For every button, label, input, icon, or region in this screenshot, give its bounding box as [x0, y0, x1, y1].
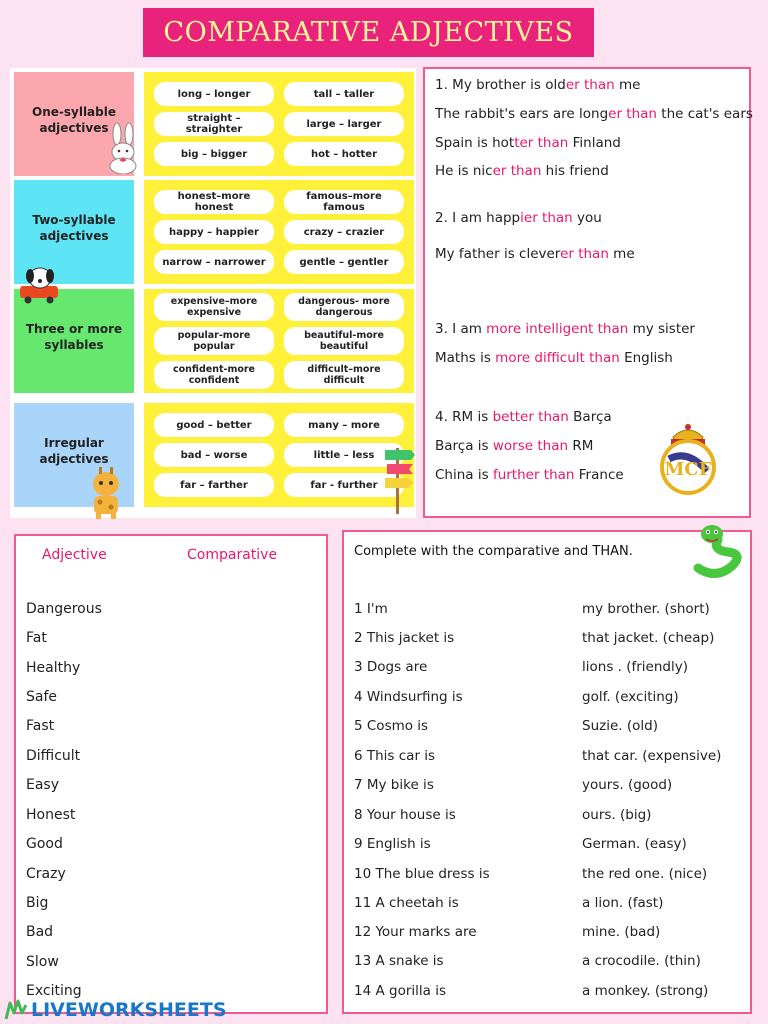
- exercise-prompt: 3 Dogs are: [354, 659, 428, 675]
- exercise-prompt: 5 Cosmo is: [354, 718, 429, 734]
- grid-three-syllables: [144, 289, 414, 393]
- snake-icon: [688, 522, 746, 578]
- pair-pill: far – farther: [154, 473, 274, 497]
- pair-pill: hot – hotter: [284, 142, 404, 166]
- examples-box: [423, 67, 751, 518]
- adjective-item: Big: [26, 895, 49, 911]
- header-adjective: Adjective: [42, 547, 107, 563]
- real-madrid-crest-icon: [657, 419, 719, 495]
- pair-pill: beautiful-more beautiful: [284, 327, 404, 355]
- category-three-syllables: Three or more syllables: [14, 289, 134, 393]
- example-line: 4. RM is better than Barça: [435, 409, 612, 425]
- exercise-completion: a monkey. (strong): [582, 983, 709, 999]
- adjective-item: Exciting: [26, 983, 82, 999]
- adjective-item: Honest: [26, 807, 76, 823]
- pair-pill: gentle – gentler: [284, 250, 404, 274]
- pair-pill: tall – taller: [284, 82, 404, 106]
- pair-pill: happy – happier: [154, 220, 274, 244]
- exercise-completion: golf. (exciting): [582, 689, 679, 705]
- exercise-prompt: 13 A snake is: [354, 953, 444, 969]
- exercise-prompt: 10 The blue dress is: [354, 866, 490, 882]
- exercise-prompt: 8 Your house is: [354, 807, 456, 823]
- example-line: Maths is more difficult than English: [435, 350, 673, 366]
- example-line: 3. I am more intelligent than my sister: [435, 321, 695, 337]
- pair-pill: narrow – narrower: [154, 250, 274, 274]
- exercise-completion: that jacket. (cheap): [582, 630, 715, 646]
- pair-pill: straight – straighter: [154, 112, 274, 136]
- adjective-table: [14, 534, 328, 1014]
- adjective-item: Fast: [26, 718, 55, 734]
- adjective-item: Easy: [26, 777, 60, 793]
- pair-pill: expensive–more expensive: [154, 293, 274, 321]
- example-line: He is nicer than his friend: [435, 163, 609, 179]
- pair-pill: famous–more famous: [284, 190, 404, 214]
- pair-pill: far - further: [284, 473, 404, 497]
- example-line: 2. I am happier than you: [435, 210, 602, 226]
- exercise-completion: a crocodile. (thin): [582, 953, 701, 969]
- exercise-completion: Suzie. (old): [582, 718, 658, 734]
- example-line: 1. My brother is older than me: [435, 77, 641, 93]
- pair-pill: popular-more popular: [154, 327, 274, 355]
- exercise-prompt: 1 I'm: [354, 601, 388, 617]
- exercise-prompt: 12 Your marks are: [354, 924, 477, 940]
- pair-pill: little – less: [284, 443, 404, 467]
- grid-one-syllable: [144, 72, 414, 176]
- pair-pill: long – longer: [154, 82, 274, 106]
- header-comparative: Comparative: [187, 547, 278, 563]
- page-title: COMPARATIVE ADJECTIVES: [143, 8, 594, 57]
- exercise-prompt: 9 English is: [354, 836, 431, 852]
- dog-in-wagon-icon: [18, 264, 62, 304]
- example-line: Barça is worse than RM: [435, 438, 594, 454]
- exercise-completion: my brother. (short): [582, 601, 710, 617]
- example-line: My father is cleverer than me: [435, 246, 635, 262]
- category-irregular: Irregular adjectives: [14, 403, 134, 507]
- example-line: The rabbit's ears are longer than the cat's ears: [435, 106, 753, 122]
- adjective-item: Difficult: [26, 748, 81, 764]
- liveworksheets-footer[interactable]: [0, 996, 264, 1024]
- example-line: Spain is hotter than Finland: [435, 135, 621, 151]
- exercise-prompt: 4 Windsurfing is: [354, 689, 463, 705]
- example-line: China is further than France: [435, 467, 624, 483]
- pair-pill: confident-more confident: [154, 361, 274, 389]
- adjective-item: Slow: [26, 954, 59, 970]
- exercise-instruction: Complete with the comparative and THAN.: [354, 544, 633, 559]
- exercise-prompt: 7 My bike is: [354, 777, 434, 793]
- category-two-syllable: Two-syllable adjectives: [14, 180, 134, 284]
- signpost-icon: [382, 444, 416, 516]
- grid-two-syllable: [144, 180, 414, 284]
- adjective-item: Good: [26, 836, 63, 852]
- pair-pill: honest–more honest: [154, 190, 274, 214]
- exercise-prompt: 6 This car is: [354, 748, 436, 764]
- exercise-prompt: 11 A cheetah is: [354, 895, 459, 911]
- pair-pill: many – more: [284, 413, 404, 437]
- exercise-completion: a lion. (fast): [582, 895, 664, 911]
- pair-pill: big – bigger: [154, 142, 274, 166]
- pair-pill: dangerous- more dangerous: [284, 293, 404, 321]
- adjective-item: Bad: [26, 924, 54, 940]
- adjective-item: Crazy: [26, 866, 66, 882]
- bunny-icon: [106, 122, 140, 174]
- liveworksheets-brand: LIVEWORKSHEETS: [31, 999, 227, 1021]
- category-one-syllable: One-syllable adjectives: [14, 72, 134, 176]
- liveworksheets-logo-icon: [4, 999, 28, 1021]
- pair-pill: large – larger: [284, 112, 404, 136]
- exercise-completion: yours. (good): [582, 777, 673, 793]
- adjective-rules-chart: [10, 68, 416, 518]
- svg-text:MCF: MCF: [664, 459, 712, 480]
- exercise-completion: that car. (expensive): [582, 748, 722, 764]
- adjective-item: Safe: [26, 689, 58, 705]
- exercise-prompt: 2 This jacket is: [354, 630, 455, 646]
- giraffe-icon: [86, 464, 128, 520]
- grid-irregular: [144, 403, 414, 507]
- adjective-item: Fat: [26, 630, 47, 646]
- exercise-prompt: 14 A gorilla is: [354, 983, 446, 999]
- exercise-completion: mine. (bad): [582, 924, 661, 940]
- pair-pill: crazy – crazier: [284, 220, 404, 244]
- exercise-completion: ours. (big): [582, 807, 652, 823]
- exercise-completion: lions . (friendly): [582, 659, 688, 675]
- pair-pill: bad – worse: [154, 443, 274, 467]
- pair-pill: good – better: [154, 413, 274, 437]
- adjective-item: Dangerous: [26, 601, 102, 617]
- exercise-completion: the red one. (nice): [582, 866, 708, 882]
- exercise-box: [342, 530, 752, 1014]
- exercise-completion: German. (easy): [582, 836, 687, 852]
- pair-pill: difficult–more difficult: [284, 361, 404, 389]
- adjective-item: Healthy: [26, 660, 81, 676]
